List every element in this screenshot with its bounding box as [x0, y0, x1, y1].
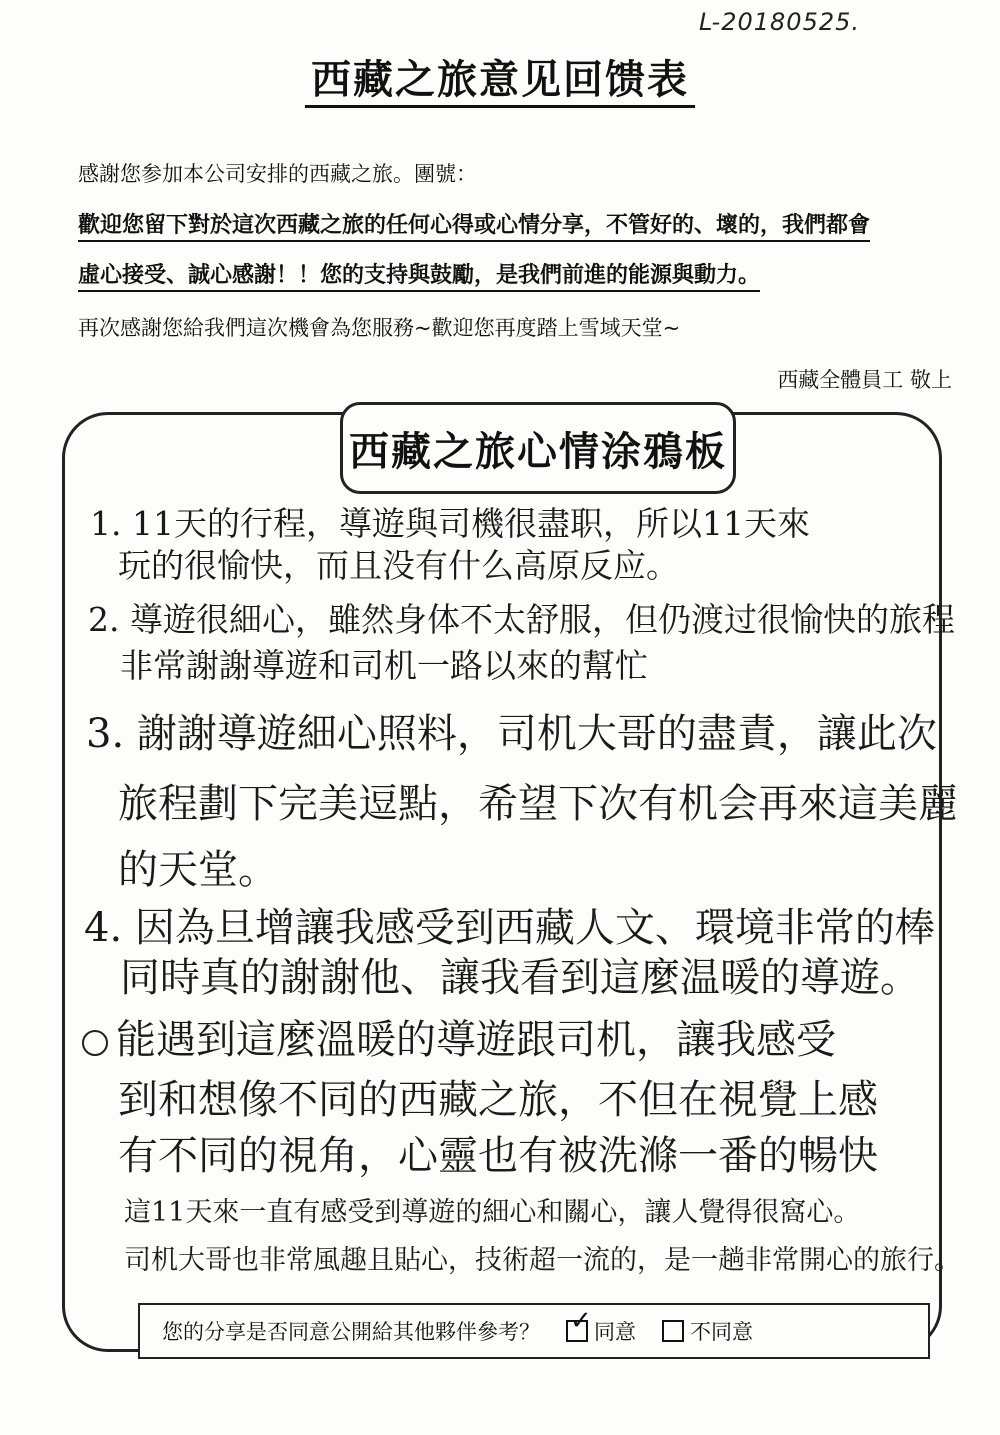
- agree-label: 同意: [594, 1320, 636, 1344]
- handwritten-line: 非常謝謝導遊和司机一路以來的幫忙: [120, 646, 648, 685]
- staff-signature: 西藏全體員工 敬上: [777, 368, 952, 392]
- handwritten-line-text: 能遇到這麼溫暖的導遊跟司机，讓我感受: [116, 1017, 836, 1063]
- consent-box: [138, 1303, 930, 1359]
- intro-accept-text: 虛心接受、誠心感謝！！您的支持與鼓勵，是我們前進的能源與動力。: [78, 263, 760, 292]
- agree-option[interactable]: [566, 1306, 636, 1346]
- intro-accept: [78, 258, 760, 289]
- disagree-checkbox[interactable]: [662, 1320, 684, 1342]
- intro-welcome: [78, 208, 870, 239]
- handwritten-line: 旅程劃下完美逗點，希望下次有机会再來這美麗: [118, 781, 958, 827]
- handwritten-line: 有不同的視角，心靈也有被洗滌一番的暢快: [118, 1133, 878, 1179]
- handwritten-line: 司机大哥也非常風趣且貼心，技術超一流的，是一趟非常開心的旅行。: [124, 1245, 961, 1276]
- form-title: [0, 48, 1000, 105]
- handwritten-line: 這11天來一直有感受到導遊的細心和關心，讓人覺得很窩心。: [124, 1197, 861, 1228]
- disagree-option[interactable]: [662, 1316, 753, 1346]
- handwritten-line: 到和想像不同的西藏之旅，不但在視覺上感: [118, 1077, 878, 1123]
- handwritten-line: 的天堂。: [118, 847, 278, 893]
- handwritten-line: 1. 11天的行程，導遊與司機很盡职，所以11天來: [90, 504, 810, 543]
- handwritten-line: [82, 1008, 836, 1065]
- reference-number: L-20180525.: [699, 8, 860, 36]
- intro-invite: 再次感謝您給我們這次機會為您服務~歡迎您再度踏上雪域天堂~: [78, 316, 681, 340]
- disagree-label: 不同意: [690, 1320, 753, 1344]
- agree-checkbox[interactable]: [566, 1306, 592, 1342]
- check-mark-icon: ✓: [570, 1306, 592, 1336]
- consent-question: 您的分享是否同意公開給其他夥伴參考？: [162, 1320, 540, 1344]
- handwritten-line: 4. 因為旦增讓我感受到西藏人文、環境非常的棒: [84, 905, 935, 951]
- intro-welcome-text: 歡迎您留下對於這次西藏之旅的任何心得或心情分享，不管好的、壞的，我們都會: [78, 213, 870, 242]
- handwritten-line: 2. 導遊很細心，雖然身体不太舒服，但仍渡过很愉快的旅程: [88, 600, 955, 639]
- circle-bullet-icon: [82, 1030, 108, 1056]
- form-title-text: 西藏之旅意见回馈表: [305, 57, 695, 108]
- handwritten-line: 同時真的謝謝他、讓我看到這麼温暖的導遊。: [120, 955, 920, 1001]
- intro-thanks: 感謝您参加本公司安排的西藏之旅。團號：: [78, 162, 477, 186]
- handwritten-line: 3. 謝謝導遊細心照料，司机大哥的盡責，讓此次: [86, 711, 937, 757]
- mood-board-title: 西藏之旅心情涂鴉板: [340, 402, 736, 494]
- handwritten-line: 玩的很愉快，而且没有什么高原反应。: [118, 546, 679, 585]
